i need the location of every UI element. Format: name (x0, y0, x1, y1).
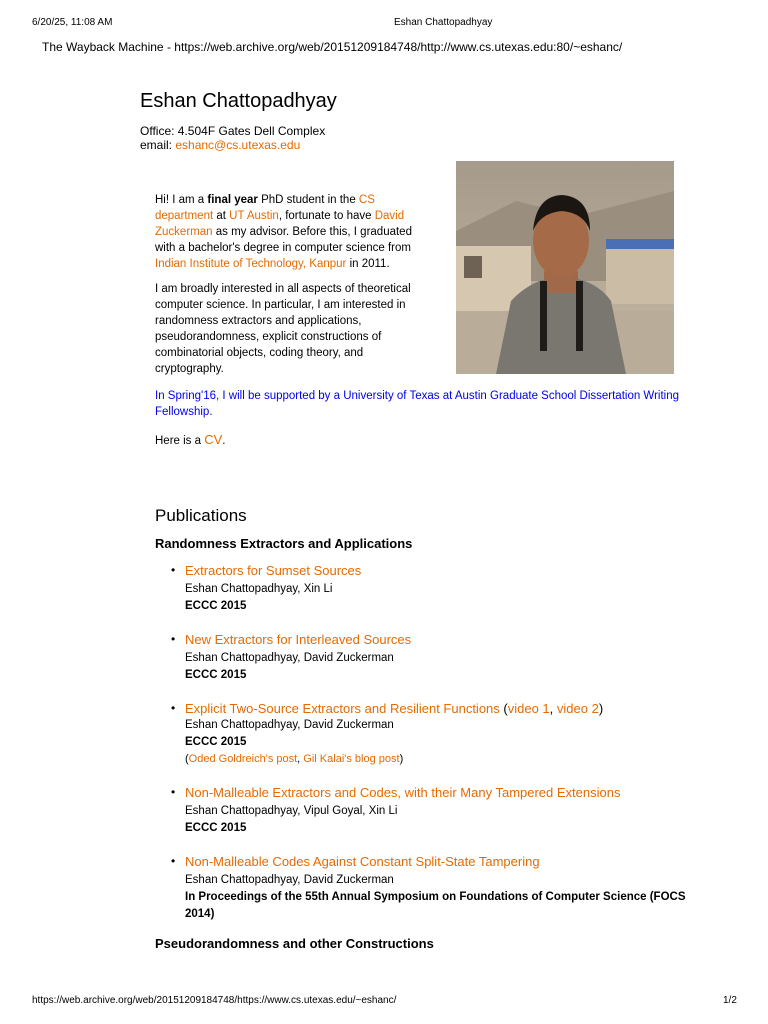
cs-department-link[interactable]: CS department (155, 194, 375, 222)
publications-heading: Publications (155, 506, 247, 525)
publication-item (155, 631, 715, 684)
blog-posts-line (185, 751, 715, 768)
contact-info (140, 124, 325, 152)
publication-venue: ECCC 2015 (185, 736, 247, 748)
videos-close: ) (598, 701, 604, 716)
bullet: • (171, 632, 176, 646)
publication-title-link[interactable]: Non-Malleable Extractors and Codes, with their Many Tampered Extensions (185, 785, 621, 800)
publication-title-link[interactable]: Non-Malleable Codes Against Constant Split-State Tampering (185, 854, 540, 869)
extra-separator: , (297, 753, 304, 765)
publication-venue: ECCC 2015 (185, 669, 247, 681)
print-title: Eshan Chattopadhyay (394, 17, 493, 28)
fellowship-note[interactable]: In Spring'16, I will be supported by a University of Texas at Austin Graduate School Dissertation Writing Fellowship. (155, 390, 680, 418)
bullet: • (171, 785, 176, 799)
publication-item (155, 853, 715, 923)
video-1-link[interactable]: video 1 (507, 701, 550, 716)
extra-open: ( (185, 753, 189, 765)
iit-kanpur-link[interactable]: Indian Institute of Technology, Kanpur (155, 258, 347, 270)
videos-separator: , (549, 701, 557, 716)
publication-title-link[interactable]: New Extractors for Interleaved Sources (185, 632, 412, 647)
profile-photo (456, 161, 674, 374)
publication-authors: Eshan Chattopadhyay, David Zuckerman (185, 719, 394, 731)
kalai-blog-link[interactable]: Gil Kalai's blog post (303, 753, 400, 765)
email-line (140, 138, 325, 152)
wayback-banner[interactable]: The Wayback Machine - https://web.archive.org/web/20151209184748/http://www.cs.utexas.edu:80/~eshanc/ (42, 40, 623, 54)
publication-item (155, 784, 715, 837)
publication-item (155, 562, 715, 615)
bullet: • (171, 854, 176, 868)
extra-close: ) (399, 753, 404, 765)
intro-text-5: as my advisor. Before this, I graduated with a bachelor's degree in computer science from (155, 226, 412, 254)
page-number: 1/2 (723, 995, 737, 1006)
intro-paragraph-1 (155, 192, 430, 272)
intro-text-1: Hi! I am a (155, 194, 208, 206)
page-title: Eshan Chattopadhyay (140, 90, 337, 112)
office-text: Office: 4.504F Gates Dell Complex (140, 124, 326, 138)
section-heading-extractors: Randomness Extractors and Applications (155, 536, 413, 551)
publication-title-link[interactable]: Extractors for Sumset Sources (185, 563, 362, 578)
final-year-bold: final year (207, 194, 258, 206)
intro-text-2: PhD student in the (257, 194, 359, 206)
publication-authors: Eshan Chattopadhyay, Xin Li (185, 583, 333, 595)
ut-austin-link[interactable]: UT Austin (229, 210, 279, 222)
intro-text-4: , fortunate to have (278, 210, 375, 222)
intro-text-3: at (213, 210, 230, 222)
publication-title-link[interactable]: Explicit Two-Source Extractors and Resilient Functions (185, 701, 500, 716)
intro-paragraph-2: I am broadly interested in all aspects of theoretical computer science. In particular, I am interested in randomness extractors and applications, pseudorandomness, explicit constructions of combinatorial objects, coding theory, and cryptography. (155, 283, 411, 375)
print-datetime: 6/20/25, 11:08 AM (32, 17, 113, 28)
cv-link[interactable]: CV (204, 432, 223, 447)
publication-venue: ECCC 2015 (185, 600, 247, 612)
publication-authors: Eshan Chattopadhyay, David Zuckerman (185, 652, 394, 664)
bullet: • (171, 563, 176, 577)
goldreich-post-link[interactable]: Oded Goldreich's post (188, 753, 298, 765)
bullet: • (171, 701, 176, 715)
footer-url: https://web.archive.org/web/20151209184748/https://www.cs.utexas.edu/~eshanc/ (32, 995, 397, 1006)
email-link[interactable]: eshanc@cs.utexas.edu (175, 138, 301, 152)
cv-text: Here is a (155, 435, 205, 447)
publication-authors: Eshan Chattopadhyay, Vipul Goyal, Xin Li (185, 805, 398, 817)
cv-line (155, 432, 225, 447)
email-label: email: (140, 138, 176, 152)
profile-photo-image (456, 161, 674, 374)
cv-period: . (222, 435, 226, 447)
video-2-link[interactable]: video 2 (556, 701, 599, 716)
intro-text-6: in 2011. (346, 258, 390, 270)
advisor-link[interactable]: David Zuckerman (155, 210, 405, 238)
videos-open: ( (499, 701, 508, 716)
publication-venue: In Proceedings of the 55th Annual Symposium on Foundations of Computer Science (FOCS 2014) (185, 891, 686, 920)
section-heading-pseudorandomness: Pseudorandomness and other Constructions (155, 936, 434, 951)
publication-list (155, 562, 715, 939)
publication-authors: Eshan Chattopadhyay, David Zuckerman (185, 874, 394, 886)
intro-text (155, 192, 430, 386)
publication-venue: ECCC 2015 (185, 822, 247, 834)
publication-item (155, 700, 715, 768)
